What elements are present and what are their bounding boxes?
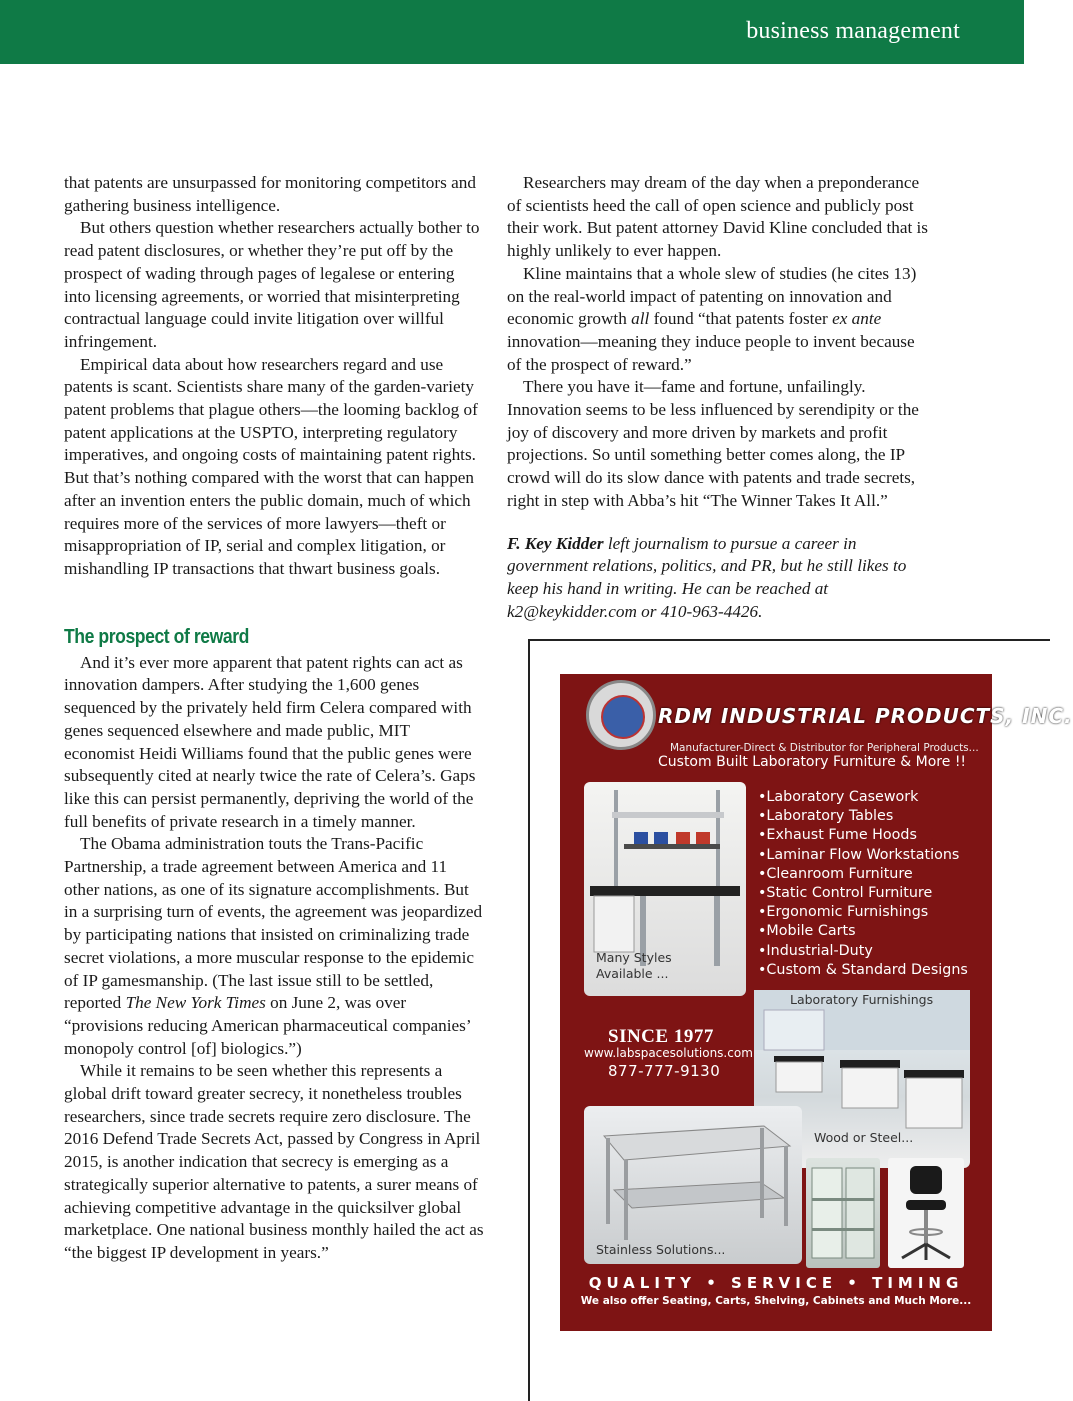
article-paragraph: There you have it—fame and fortune, unfailingly. Innovation seems to be less influenced by serendipity or the joy of discovery and more driven by markets and profit projections. So until something better comes along, the IP crowd will do its slow dance with patents and trade secrets, right in step with Abba’s hit “The Winner Takes It All.” <box>507 377 919 510</box>
product-item: •Laminar Flow Workstations <box>758 846 960 863</box>
ad-phone: 877-777-9130 <box>608 1062 721 1080</box>
product-item: •Custom & Standard Designs <box>758 961 968 978</box>
product-item: •Industrial-Duty <box>758 942 873 959</box>
emphasis: all <box>631 309 650 329</box>
author-bio <box>507 533 929 624</box>
article-paragraph <box>64 833 484 1060</box>
ad-company-name: RDM INDUSTRIAL PRODUCTS, INC. <box>658 704 1073 728</box>
ad-tagline: Manufacturer-Direct & Distributor for Peripheral Products... <box>670 742 979 754</box>
paragraph-text: Kline maintains that a whole slew of studies (he cites 13) on the real-world impact of patenting on innovation and economic growth <box>507 263 917 329</box>
shelving-illustration <box>806 1158 880 1268</box>
ad-website[interactable]: www.labspacesolutions.com <box>584 1046 753 1060</box>
photo-caption: Many Styles Available ... <box>596 950 672 981</box>
article-paragraph: And it’s ever more apparent that patent rights can act as innovation dampers. After studying the 1,600 genes sequenced by the privately held firm Celera compared with genes sequenced elsewhere and made public, MIT economist Heidi Williams found that the public genes were subsequently cited at nearly twice the rate of Celera’s. Gaps like this can persist permanently, depriving the world of the full benefits of private research in a timely manner. <box>64 652 476 831</box>
ad-subtitle: Custom Built Laboratory Furniture & More !! <box>658 754 967 770</box>
paragraph-text: The Obama administration touts the Trans-Pacific Partnership, a trade agreement between America and 11 other nations, as one of its signature accomplishments. But in a surprising turn of events, the agreement was jeopardized by participating nations that insisted on criminalizing trade secret violations, a more muscular response to the epidemic of IP gamesmanship. (The last issue still to be settled, reported <box>64 834 483 1013</box>
stainless-table-illustration <box>584 1106 802 1264</box>
workbench-photo <box>584 782 746 996</box>
stainless-table-photo <box>584 1106 802 1264</box>
ad-product-list <box>758 788 968 980</box>
section-header-band <box>0 0 1024 64</box>
section-label: business management <box>746 18 960 44</box>
article-paragraph: Empirical data about how researchers regard and use patents is scant. Scientists share many of the garden-variety patent problems that plague others—the looming backlog of patent applications at the USPTO, interpreting regulatory imperatives, and ongoing costs of maintaining patent rights. But that’s nothing compared with the worst that can happen after an invention enters the public domain, much of which requires more of the services of more lawyers—theft or misappropriation of IP, serial and complex litigation, or mishandling IP transactions that thwart business goals. <box>64 354 478 578</box>
photo-caption: Wood or Steel... <box>814 1130 914 1145</box>
emphasis: ex ante <box>832 309 882 329</box>
paragraph-text: on June 2, was over “provisions reducing American pharmaceutical companies’ monopoly control [of] biologics.”) <box>64 993 471 1058</box>
publication-name: The New York Times <box>125 993 266 1013</box>
product-item: •Laboratory Tables <box>758 808 894 825</box>
article-paragraph <box>507 263 929 377</box>
article-column-left-lower <box>64 626 484 1265</box>
article-column-right <box>507 172 929 623</box>
section-subhead: The prospect of reward <box>64 626 249 648</box>
lab-chair-photo <box>888 1158 964 1268</box>
chair-icon <box>888 1158 964 1268</box>
ad-since-year: SINCE 1977 <box>608 1026 714 1047</box>
shelving-photo <box>806 1158 880 1268</box>
article-paragraph: But others question whether researchers actually bother to read patent disclosures, or whether they’re put off by the prospect of wading through pages of legalese or entering into licensing agreements, or worried that misinterpreting contractual language could invite litigation over willful infringement. <box>64 218 480 351</box>
article-paragraph: Researchers may dream of the day when a preponderance of scientists heed the call of open science and publicly post their work. But patent attorney David Kline concluded that is highly unlikely to ever happen. <box>507 173 928 261</box>
product-item: •Cleanroom Furniture <box>758 865 913 882</box>
photo-caption: Laboratory Furnishings <box>790 992 934 1007</box>
photo-caption: Stainless Solutions... <box>596 1242 726 1257</box>
author-name: F. Key Kidder <box>507 533 604 553</box>
product-item: •Static Control Furniture <box>758 885 933 902</box>
product-item: •Mobile Carts <box>758 923 856 940</box>
article-column-left <box>64 172 484 581</box>
product-item: •Exhaust Fume Hoods <box>758 827 917 844</box>
article-paragraph: that patents are unsurpassed for monitoring competitors and gathering business intelligence. <box>64 173 476 215</box>
logo-emblem <box>601 695 645 739</box>
author-bio-text: left journalism to pursue a career in government relations, politics, and PR, but he still likes to keep his hand in writing. He can be reached at k2@keykidder.com or 410-963-4426. <box>507 533 907 621</box>
product-item: •Laboratory Casework <box>758 789 919 805</box>
paragraph-text: innovation—meaning they induce people to invent because of the prospect of reward.” <box>507 331 915 374</box>
article-paragraph: While it remains to be seen whether this represents a global drift toward greater secrecy, it nonetheless troubles researchers, since trade secrets require zero disclosure. The 2016 Defend Trade Secrets Act, passed by Congress in April 2015, is another indication that secrecy is emerging as a strategically superior alternative to patents, a surer means of achieving competitive advantage in the quicksilver global marketplace. One national business monthly hailed the act as “the biggest IP development in years.” <box>64 1061 484 1262</box>
paragraph-text: found “that patents foster <box>649 309 833 329</box>
ad-offer: We also offer Seating, Carts, Shelving, Cabinets and Much More... <box>580 1295 972 1307</box>
company-logo-icon <box>586 680 656 750</box>
advertisement[interactable] <box>560 674 1073 1331</box>
product-item: •Ergonomic Furnishings <box>758 904 929 921</box>
ad-qualities: QUALITY • SERVICE • TIMING <box>588 1274 964 1292</box>
